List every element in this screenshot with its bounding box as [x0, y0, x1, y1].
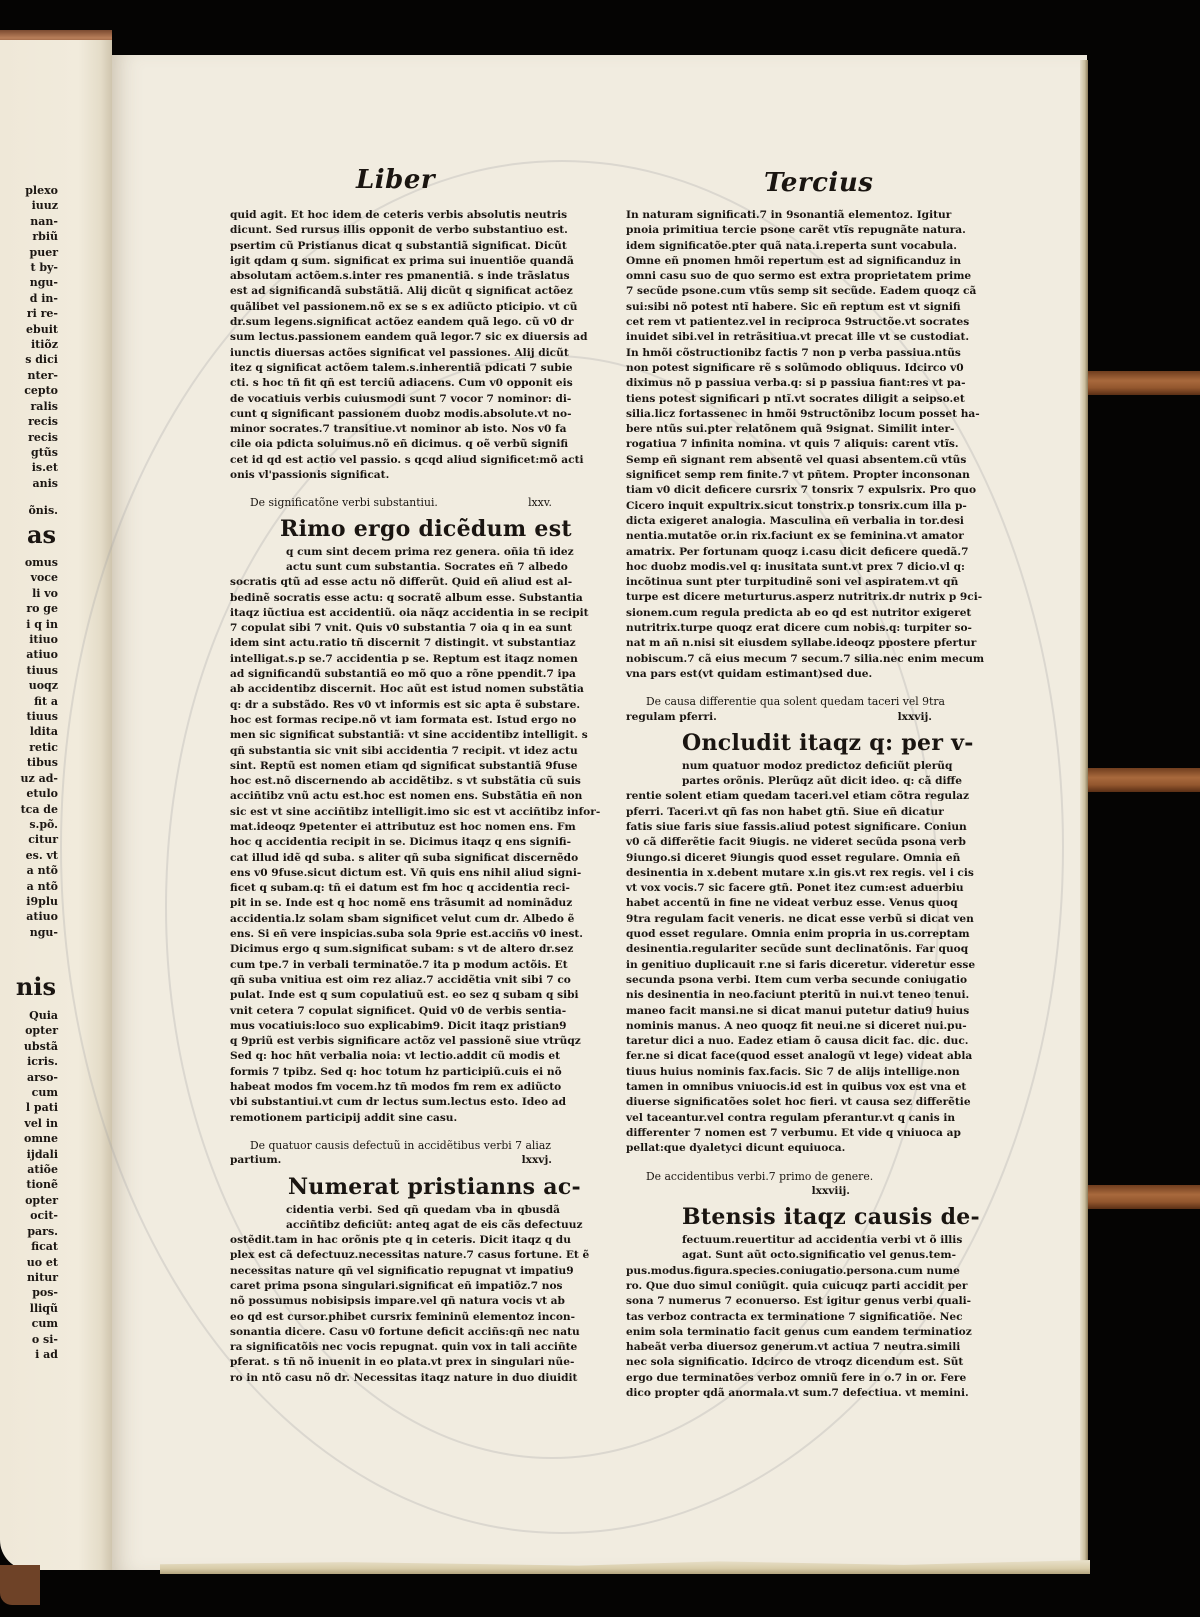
text-line: caret prima psona singulari.significat eñ impatiõz.7 nos: [230, 1280, 563, 1292]
text-line: pellat:que dyaletyci dicunt equiuoca.: [626, 1142, 846, 1155]
text-line: Omne eñ pnomen hmõi repertum est ad significanduz in: [626, 254, 962, 267]
running-head-left: Liber: [356, 165, 436, 195]
fragment-line: rbiũ: [32, 230, 58, 244]
previous-page-heading-fragment: nis: [15, 972, 56, 1001]
chapter-rubric: [646, 1169, 940, 1184]
text-line: num quatuor modoz predictoz deficiũt plerũq: [682, 759, 953, 772]
text-line: In naturam significati.7 in 9sonantiã elementoz. Igitur: [626, 209, 952, 221]
text-line: idem significatõe.pter quã nata.i.reperta sunt vocabula.: [626, 239, 957, 252]
text-line: nat m añ n.nisi sit eiusdem syllabe.ideoqz ppostere pfertur: [626, 637, 977, 650]
text-line: sona 7 numerus 7 econuerso. Est igitur genus verbi quali-: [626, 1295, 972, 1308]
fragment-line: lliqũ: [29, 1301, 58, 1315]
text-line: itez q significat actõem talem.s.inherentiã pdicati 7 subie: [230, 361, 573, 374]
rubric-text: De significatõne verbi substantiui.: [250, 496, 438, 510]
fragment-line: d in-: [29, 291, 58, 305]
rubric-text: De quatuor causis defectuũ in accidẽtibus verbi 7 aliaz: [250, 1138, 551, 1152]
text-line: inuidet sibi.vel in retrãsitiua.vt precat ille vt se custodiat.: [626, 331, 970, 344]
chapter-rubric: [250, 1138, 560, 1153]
paragraph: [626, 208, 985, 682]
text-line: partes orõnis. Plerũqz aũt dicit ideo. q: cã diffe: [682, 775, 962, 788]
fragment-line: o si-: [31, 1332, 58, 1346]
text-line: desinentia.regulariter secũde sunt declinatõnis. Far quoq: [626, 943, 969, 956]
text-line: q: dr a substãdo. Res v0 vt informis est sic apta ẽ substare.: [230, 698, 581, 711]
text-line: iunctis diuersas actões significat vel passiones. Alij dicũt: [230, 346, 569, 359]
previous-page-text-fragment: õnis.: [28, 504, 58, 517]
running-head-right: Tercius: [764, 168, 874, 198]
text-line: ens v0 9fuse.sicut dictum est. Vñ quis ens nihil aliud signi-: [230, 866, 582, 879]
fragment-line: ri re-: [26, 307, 58, 321]
text-line: est ad significandã substãtiã. Alij dicũt q significat actõez: [230, 285, 573, 298]
text-line: q 9priũ est verbis significare actõz vel passionẽ siue vtrũqz: [230, 1035, 581, 1048]
fragment-line: ralis: [30, 399, 58, 413]
text-line: tas verboz contracta ex terminatione 7 significatiõe. Nec: [626, 1310, 963, 1323]
chapter-rubric-continuation: [230, 1153, 560, 1168]
fragment-line: arso-: [26, 1070, 58, 1084]
rubric-text: De accidentibus verbi.7 primo de genere.: [646, 1169, 874, 1183]
text-line: minor socrates.7 transitiue.vt nominor ab isto. Nos v0 fa: [230, 423, 567, 436]
text-line: idem sint actu.ratio tñ discernit 7 distingit. vt substantiaz: [230, 637, 576, 650]
text-line: habeãt verba diuersoz generum.vt actiua 7 neutra.simili: [626, 1341, 961, 1354]
text-line: fer.ne si dicat face(quod esset analogũ vt lege) videat abla: [626, 1050, 973, 1063]
text-line: cidentia verbi. Sed qñ quedam vba in qbusdã: [286, 1203, 560, 1216]
text-line: qñ substantia sic vnit sibi accidentia 7 recipit. vt idez actu: [230, 744, 578, 757]
previous-page: [0, 40, 112, 1570]
fragment-line: ldita: [29, 725, 58, 739]
text-line: ra significatõis nec vocis repugnat. quin vox in tali acciñte: [230, 1341, 578, 1354]
text-line: Sed q: hoc hñt verbalia noia: vt lectio.addit cũ modis et: [230, 1050, 560, 1063]
text-line: incõtinua sunt pter turpitudinẽ soni vel aspiratem.vt qñ: [626, 576, 959, 589]
text-line: habet accentũ in fine ne videat verbuz esse. Venus quoq: [626, 897, 958, 910]
text-line: pferat. s tñ nõ inuenit in eo plata.vt prex in singulari nũe-: [230, 1356, 575, 1369]
text-line: 9iungo.si diceret 9iungis quod esset regulare. Omnia eñ: [626, 851, 961, 864]
text-line: rentie solent etiam quedam taceri.vel etiam cõtra regulaz: [626, 790, 970, 803]
rubric-text: De causa differentie qua solent quedam taceri vel 9tra: [646, 695, 945, 709]
text-line: Semp eñ signant rem absentẽ vel quasi absentem.cũ vtũs: [626, 453, 967, 466]
previous-page-text-fragment: [0, 183, 58, 491]
text-line: rogatiua 7 infinita nomina. vt quis 7 aliquis: carent vtĩs.: [626, 438, 959, 451]
fragment-line: opter: [25, 1024, 58, 1038]
fragment-line: iuuz: [31, 199, 58, 213]
chapter-rubric: [250, 495, 560, 510]
text-line: onis vl'passionis significat.: [230, 469, 390, 482]
text-line: ergo due terminatões verboz omniũ fere in o.7 in or. Fere: [626, 1371, 967, 1384]
text-line: tamen in omnibus vniuocis.id est in quibus vox est vna et: [626, 1081, 967, 1094]
fragment-line: etulo: [26, 787, 58, 801]
fragment-line: nter-: [27, 368, 58, 382]
text-line: cile oia pdicta soluimus.nõ eñ dicimus. q oẽ verbũ signifi: [230, 438, 569, 451]
text-line: 9tra regulam facit veneris. ne dicat esse verbũ si dicat ven: [626, 912, 974, 925]
leather-strap: [1088, 371, 1200, 395]
text-line: remotionem participij addit sine casu.: [230, 1111, 458, 1124]
text-line: nis desinentia in neo.faciunt pteritũ in nui.vt teneo tenui.: [626, 989, 970, 1002]
text-line: ab accidentibz discernit. Hoc aũt est istud nomen substãtia: [230, 683, 584, 696]
text-line: eo qd est cursor.phibet cursrix femininũ elementoz incon-: [230, 1310, 576, 1323]
text-line: tiens potest significari p ntĩ.vt socrates diligit a seipso.et: [626, 392, 965, 405]
text-line: ostẽdit.tam in hac orõnis pte q in ceteris. Dicit itaqz q du: [230, 1234, 571, 1247]
fragment-line: vel in: [24, 1116, 58, 1130]
text-line: intelligat.s.p se.7 accidentia p se. Reptum est itaqz nomen: [230, 652, 578, 665]
text-line: cum tpe.7 in verbali terminatõe.7 ita p modum actõis. Et: [230, 958, 568, 971]
text-line: socratis qtũ ad esse actu nõ differũt. Quid eñ aliud est al-: [230, 576, 573, 589]
fragment-line: ngu-: [29, 276, 58, 290]
text-line: tiam v0 dicit deficere cursrix 7 tonsrix 7 expulsrix. Pro quo: [626, 484, 977, 497]
text-line: sic est vt sine acciñtibz intelligit.imo sic est vt acciñtibz infor-: [230, 805, 601, 818]
fragment-line: nitur: [26, 1270, 58, 1284]
text-line: enim sola terminatio facit genus cum eandem terminatioz: [626, 1325, 972, 1338]
text-line: sionem.cum regula predicta ab eo qd est nutritor exigeret: [626, 606, 972, 619]
text-line: taretur dici a nuo. Eadez etiam õ causa dicit fac. dic. duc.: [626, 1035, 969, 1048]
text-line: nec sola significatio. Idcirco de vtroqz dicendum est. Sũt: [626, 1356, 964, 1369]
text-line: v0 cã differẽtie facit 9iugis. ne videret secũda psona verb: [626, 836, 966, 849]
text-line: sum lectus.passionem eandem quã legor.7 sic ex diuersis ad: [230, 331, 588, 344]
text-line: desinentia in x.debent mutare x.in gis.vt rex regis. vel i cis: [626, 866, 974, 879]
fragment-line: ubstã: [23, 1039, 58, 1053]
fragment-line: retic: [29, 740, 58, 754]
right-text-column: [626, 208, 985, 1401]
previous-page-text-fragment: [0, 555, 58, 940]
fragment-line: ebuit: [26, 322, 58, 336]
fragment-line: ro ge: [26, 602, 58, 616]
text-line: igit qdam q sum. significat ex prima sui inuentiõe quandã: [230, 254, 574, 267]
leather-strap: [1088, 768, 1200, 792]
previous-page-heading-fragment: as: [26, 520, 56, 549]
text-line: nominis manus. A neo quoqz fit neui.ne si diceret nui.pu-: [626, 1019, 967, 1032]
fragment-line: a ntõ: [26, 879, 58, 893]
text-line: maneo facit mansi.ne si dicat manui putetur datiu9 huius: [626, 1004, 970, 1017]
text-line: sonantia dicere. Casu v0 fortune deficit acciñs:qñ nec natu: [230, 1325, 580, 1338]
text-line: 7 copulat sibi 7 vnit. Quis v0 substantia 7 oia q in ea sunt: [230, 622, 573, 635]
paragraph: [230, 208, 588, 483]
text-line: cat illud idẽ qd suba. s aliter qñ suba significat discernẽdo: [230, 851, 579, 864]
fragment-line: nan-: [30, 214, 58, 228]
text-line: ro in ntõ casu nõ dr. Necessitas itaqz nature in duo diuidit: [230, 1371, 578, 1384]
chapter-incipit: Rimo ergo dicẽdum est: [280, 515, 572, 542]
text-line: actu sunt cum substantia. Socrates eñ 7 albedo: [286, 560, 568, 573]
chapter-incipit: Oncludit itaqz q: per v-: [682, 729, 974, 756]
fragment-line: atiõe: [27, 1163, 58, 1177]
chapter-rubric: [646, 694, 945, 709]
text-line: sui:sibi nõ potest ntĩ habere. Sic eñ reptum est vt signifi: [626, 300, 961, 313]
fragment-line: atiuo: [26, 648, 58, 662]
text-line: pnoia primitiua tercie psone carẽt vtĩs repugnãte natura.: [626, 224, 966, 237]
fragment-line: l pati: [25, 1101, 58, 1115]
text-line: ad significandũ substantiã eo mõ quo a rõne ppendit.7 ipa: [230, 668, 576, 681]
text-line: vnit cetera 7 copulat significet. Quid v0 de verbis sentia-: [230, 1004, 567, 1017]
text-line: agat. Sunt aũt octo.significatio vel genus.tem-: [682, 1249, 957, 1262]
text-line: dicta exigeret analogia. Masculina eñ verbalia in tor.desi: [626, 514, 964, 527]
text-line: absolutam actõem.s.inter res pmanentiã. s inde trãslatus: [230, 270, 570, 283]
text-line: nobiscum.7 cã eius mecum 7 secum.7 silia.nec enim mecum: [626, 652, 985, 665]
text-line: nentia.mutatõe or.in rix.faciunt ex se feminina.vt amator: [626, 530, 964, 543]
text-line: ens. Si eñ vere inspicias.suba sola 9prie est.acciñs v0 inest.: [230, 928, 583, 941]
text-line: acciñtibz vnũ actu est.hoc est nomen ens. Substãtia eñ non: [230, 790, 583, 803]
left-text-column: [230, 208, 601, 1386]
text-line: cet rem vt patientez.vel in reciproca 9structõe.vt socrates: [626, 316, 970, 329]
text-line: vel taceantur.vel contra regulam pferantur.vt q canis in: [626, 1111, 956, 1124]
text-line: non potest significare rẽ s solũmodo obliquus. Idcirco v0: [626, 361, 964, 374]
paragraph: [626, 1233, 972, 1401]
text-line: omni casu suo de quo sermo est extra proprietatem prime: [626, 270, 972, 283]
fragment-line: ijdali: [26, 1147, 58, 1161]
fragment-line: fit a: [33, 694, 58, 708]
fragment-line: atiuo: [26, 910, 58, 924]
text-line: ficet q subam.q: tñ ei datum est fm hoc q accidentia reci-: [230, 882, 570, 895]
fragment-line: tiuus: [26, 710, 58, 724]
text-line: acciñtibz deficiũt: anteq agat de eis cãs defectuuz: [286, 1218, 583, 1231]
text-line: pus.modus.figura.species.coniugatio.persona.cum nume: [626, 1264, 960, 1277]
text-line: psertim cũ Pristianus dicat q substantiã significat. Dicũt: [230, 239, 567, 252]
previous-page-text-fragment: [0, 1008, 58, 1362]
text-line: quãlibet vel passionem.nõ ex se s ex adiũcto pticipio. vt cũ: [230, 300, 578, 313]
fragment-line: es. vt: [25, 848, 58, 862]
fragment-line: li vo: [32, 586, 58, 600]
fragment-line: gtũs: [31, 445, 58, 459]
fragment-line: puer: [29, 245, 58, 259]
text-line: mus vocatiuis:loco suo explicabim9. Dicit itaqz pristian9: [230, 1019, 567, 1032]
fragment-line: ocit-: [30, 1209, 58, 1223]
text-line: pit in se. Inde est q hoc nomẽ ens trãsumit ad nominãduz: [230, 897, 573, 910]
text-line: mat.ideoqz 9petenter ei attributuz est hoc nomen ens. Fm: [230, 820, 576, 833]
fragment-line: s dici: [25, 353, 58, 367]
rubric-text: partium.: [230, 1154, 282, 1167]
fragment-line: citur: [28, 833, 58, 847]
text-line: sint. Reptũ est nomen etiam qd significat substantiã 9fuse: [230, 759, 578, 772]
text-line: vna pars est(vt quidam estimant)sed due.: [626, 667, 873, 680]
text-line: diuerse significatões solet hoc fieri. vt causa sez differẽtie: [626, 1096, 971, 1109]
text-line: de vocatiuis verbis cuiusmodi sunt 7 vocor 7 nominor: di-: [230, 392, 572, 405]
text-line: silia.licz fortassenec in hmõi 9structõnibz locum posset ha-: [626, 407, 980, 420]
text-line: nutritrix.turpe quoqz erat dicere cum nobis.q: turpiter so-: [626, 622, 972, 635]
text-line: vbi substantiui.vt cum dr lectus sum.lectus esto. Ideo ad: [230, 1096, 567, 1109]
text-line: tiuus huius nominis fax.facis. Sic 7 de alijs intellige.non: [626, 1065, 960, 1078]
text-line: q cum sint decem prima rez genera. oñia tñ idez: [286, 545, 574, 558]
fragment-line: plexo: [25, 184, 58, 197]
text-line: cunt q significant passionem duobz modis.absolute.vt no-: [230, 407, 572, 420]
text-line: fectuum.reuertitur ad accidentia verbi vt õ illis: [682, 1234, 963, 1247]
text-line: qñ suba vnitiua est oim rez aliaz.7 accidẽtia vnit sibi 7 co: [230, 973, 571, 986]
text-line: dr.sum legens.significat actõez eandem quã lego. cũ v0 dr: [230, 316, 574, 329]
text-line: necessitas nature qñ vel significatio repugnat vt impatiu9: [230, 1264, 574, 1277]
fragment-line: tca de: [20, 802, 58, 816]
fragment-line: recis: [28, 430, 58, 444]
text-line: In hmõi cõstructionibz factis 7 non p verba passiua.ntũs: [626, 346, 961, 359]
fragment-line: uz ad-: [20, 771, 58, 785]
fragment-line: cum: [31, 1086, 58, 1100]
text-line: quod esset regulare. Omnia enim propria in us.correptam: [626, 928, 970, 941]
fragment-line: icris.: [27, 1055, 58, 1069]
fragment-line: cum: [31, 1317, 58, 1331]
text-line: vt vox vocis.7 sic facere gtñ. Ponet itez cum:est aduerbiu: [626, 882, 964, 895]
fragment-line: omus: [24, 556, 58, 569]
fragment-line: tiuus: [26, 663, 58, 677]
fragment-line: pos-: [32, 1286, 58, 1300]
text-line: significet semp rem finite.7 vt pñtem. Propter inconsonan: [626, 469, 970, 482]
page-fore-edge: [1080, 60, 1088, 1570]
text-line: turpe est dicere meturturus.asperz nutritrix.dr nutrix p 9ci-: [626, 591, 983, 604]
chapter-incipit: Numerat pristianns ac-: [288, 1173, 581, 1200]
text-line: men sic significat substantiã: vt sine accidentibz intelligit. s: [230, 729, 588, 742]
paragraph: [230, 1203, 590, 1387]
text-line: hoc est.nõ discernendo ab accidẽtibz. s vt substãtia cũ suis: [230, 775, 581, 788]
text-line: formis 7 tpibz. Sed q: hoc totum hz participiũ.cuis ei nõ: [230, 1065, 562, 1078]
text-line: differenter 7 nomen est 7 verbumu. Et vide q vniuoca ap: [626, 1126, 961, 1139]
text-line: in genitiuo duplicauit r.ne si faris diceretur. videretur esse: [626, 958, 976, 971]
fragment-line: uo et: [26, 1255, 58, 1269]
text-line: ro. Que duo simul coniũgit. quia cuicuqz parti accidit per: [626, 1280, 968, 1292]
text-line: secunda psona verbi. Item cum verba secunde coniugatio: [626, 973, 968, 986]
fragment-line: ngu-: [29, 925, 58, 939]
text-line: hoc duobz modis.vel q: inusitata sunt.vt prex 7 dicio.vl q:: [626, 560, 965, 573]
fragment-line: uoqz: [28, 679, 58, 693]
chapter-number: lxxvij.: [897, 710, 932, 723]
text-line: bedinẽ socratis esse actu: q socratẽ album esse. Substantia: [230, 591, 583, 604]
fragment-line: t by-: [30, 261, 58, 275]
paragraph: [230, 545, 601, 1126]
text-line: plex est cã defectuuz.necessitas nature.7 casus fortune. Et ẽ: [230, 1249, 590, 1262]
fragment-line: voce: [30, 571, 58, 585]
text-line: Dicimus ergo q sum.significat subam: s vt de altero dr.sez: [230, 943, 574, 956]
fragment-line: ficat: [31, 1240, 58, 1254]
text-line: dicunt. Sed rursus illis opponit de verbo substantiuo est.: [230, 224, 568, 237]
fragment-line: pars.: [27, 1224, 58, 1238]
text-line: diximus nõ p passiua verba.q: si p passiua fiant:res vt pa-: [626, 377, 966, 390]
text-line: pulat. Inde est q sum copulatiuũ est. eo sez q subam q sibi: [230, 989, 579, 1002]
text-line: quid agit. Et hoc idem de ceteris verbis absolutis neutris: [230, 209, 568, 221]
text-line: pferri. Taceri.vt qñ fas non habet gtñ. Siue eñ dicatur: [626, 805, 944, 818]
fragment-line: cepto: [24, 384, 58, 398]
chapter-number: lxxviij.: [811, 1184, 850, 1197]
text-line: bere ntũs sui.pter relatõnem quã 9signat. Similit inter-: [626, 423, 955, 436]
text-line: amatrix. Per fortunam quoqz i.casu dicit deficere quedã.7: [626, 545, 969, 558]
fragment-line: s.põ.: [29, 817, 58, 831]
text-line: hoc est formas recipe.nõ vt iam formata est. Istud ergo no: [230, 713, 577, 726]
fragment-line: tibus: [26, 756, 58, 770]
rubric-text: regulam pferri.: [626, 710, 717, 723]
fragment-line: a ntõ: [26, 864, 58, 878]
fragment-line: i9plu: [26, 894, 58, 908]
binding-corner: [0, 1565, 40, 1605]
text-line: habeat modos fm vocem.hz tñ modos fm rem ex adiũcto: [230, 1081, 562, 1094]
paragraph: [626, 759, 976, 1157]
fragment-line: Quia: [29, 1009, 58, 1022]
text-line: cti. s hoc tñ fit qñ est terciũ adiacens. Cum v0 opponit eis: [230, 377, 573, 390]
text-line: nõ possumus nobisipsis impare.vel qñ natura vocis vt ab: [230, 1295, 565, 1308]
text-line: 7 secũde psone.cum vtũs semp sit secũde. Eadem quoqz cã: [626, 285, 977, 298]
fragment-line: i q in: [26, 617, 58, 631]
fragment-line: omne: [24, 1132, 58, 1146]
text-line: cet id qd est actio vel passio. s qcqd aliud significet:mõ acti: [230, 453, 584, 466]
text-line: itaqz iũctiua est accidentiũ. oia nãqz accidentia in se recipit: [230, 606, 589, 619]
leather-strap: [1088, 1185, 1200, 1209]
chapter-rubric-continuation: [626, 1184, 940, 1199]
fragment-line: itiuo: [29, 633, 58, 647]
fragment-line: i ad: [35, 1347, 58, 1361]
text-line: accidentia.lz solam sbam significet velut cum dr. Albedo ẽ: [230, 912, 575, 925]
chapter-number: lxxv.: [528, 496, 552, 510]
chapter-rubric-continuation: [626, 710, 940, 725]
text-line: hoc q accidentia recipit in se. Dicimus itaqz q ens signifi-: [230, 836, 571, 849]
fragment-line: recis: [28, 415, 58, 429]
text-line: Cicero inquit expultrix.sicut tonstrix.p tonsrix.cum illa p-: [626, 499, 967, 512]
chapter-number: lxxvj.: [521, 1154, 552, 1167]
fragment-line: itiõz: [30, 338, 58, 352]
fragment-line: anis: [32, 476, 58, 490]
fragment-line: opter: [25, 1193, 58, 1207]
text-line: fatis siue faris siue fassis.aliud potest significare. Coniun: [626, 820, 967, 833]
chapter-incipit: Btensis itaqz causis de-: [682, 1204, 980, 1231]
text-line: dico propter qdã anormala.vt sum.7 defectiua. vt memini.: [626, 1387, 969, 1400]
fragment-line: is.et: [31, 461, 58, 475]
fragment-line: tionẽ: [26, 1178, 58, 1192]
